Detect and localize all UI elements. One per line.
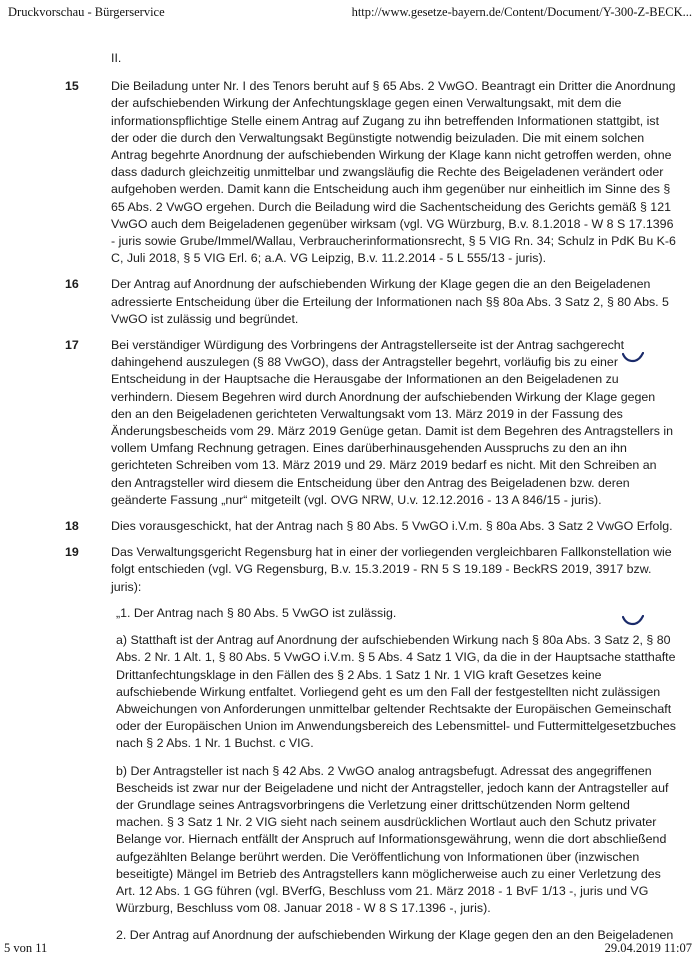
print-footer (0, 941, 700, 959)
checkmark-annotation-icon (622, 352, 644, 364)
paragraph-number: 15 (65, 79, 79, 94)
print-datetime: 29.04.2019 11:07 (604, 941, 692, 955)
paragraph-19 (65, 544, 678, 596)
quoted-decision-heading: „1. Der Antrag nach § 80 Abs. 5 VwGO ist zulässig. (116, 605, 397, 620)
print-title: Druckvorschau - Bürgerservice (8, 5, 165, 19)
paragraph-number: 16 (65, 277, 79, 292)
quoted-decision-b: b) Der Antragsteller ist nach § 42 Abs. 2 VwGO analog antragsbefugt. Adressat des angegriffenen Bescheids ist zwar nur der Beigeladene und nicht der Antragsteller, jedoch kann der Antragsteller auf der Grundlage seines Antragsvorbringens die Verletzung einer drittschützenden Norm geltend machen. § 3 Satz 1 Nr. 2 VIG sieht nach seinem ausdrücklichen Wortlaut auch den Schutz privater Belange vor. Hiernach entfällt der Anspruch auf Informationsgewährung, wenn die dort abschließend aufgezählten Belange berührt werden. Die Veröffentlichung von Informationen über (inzwischen beseitigte) Mängel im Betrieb des Antragstellers kann möglicherweise auch zu einer Verletzung des Art. 12 Abs. 1 GG führen (vgl. BVerfG, Beschluss vom 21. März 2018 - 1 BvF 1/13 -, juris und VG Würzburg, Beschluss vom 08. Januar 2018 - W 8 S 17.1396 -, juris). (116, 763, 669, 916)
paragraph-number: 18 (65, 519, 79, 534)
paragraph-text: Dies vorausgeschickt, hat der Antrag nach § 80 Abs. 5 VwGO i.V.m. § 80a Abs. 3 Satz 2 VwGO Erfolg. (111, 519, 673, 534)
quoted-decision-2: 2. Der Antrag auf Anordnung der aufschiebenden Wirkung der Klage gegen den an den Beigeladenen (116, 928, 674, 943)
paragraph-17 (65, 337, 678, 509)
paragraph-text: Das Verwaltungsgericht Regensburg hat in einer der vorliegenden vergleichbaren Fallkonstellation wie folgt entschieden (vgl. VG Regensburg, B.v. 15.3.2019 - RN 5 S 19.189 - BeckRS 2019, 3917 bzw. juris): (111, 545, 672, 594)
paragraph-number: 19 (65, 545, 79, 560)
print-url: http://www.gesetze-bayern.de/Content/Document/Y-300-Z-BECK... (351, 5, 692, 19)
paragraph-18 (65, 518, 678, 535)
paragraph-text: Die Beiladung unter Nr. I des Tenors beruht auf § 65 Abs. 2 VwGO. Beantragt ein Dritter die Anordnung der aufschiebenden Wirkung der Anfechtungsklage gegen einen Verwaltungsakt, mit dem die informationspflichtige Stelle einem Antrag auf Zugang zu ihn betreffenden Informationen stattgibt, ist der oder die durch den Verwaltungsakt Begünstigte notwendig beizuladen. Die mit einem solchen Antrag begehrte Anordnung der aufschiebenden Wirkung der Klage kann nicht getroffen werden, ohne dass dadurch gleichzeitig unmittelbar und zwangsläufig die Rechte des Beigeladenen verändert oder aufgehoben werden. Damit kann die Entscheidung auch ihm gegenüber nur einheitlich im Sinne des § 65 Abs. 2 VwGO ergehen. Durch die Beiladung wird die Sachentscheidung des Gerichts gemäß § 121 VwGO auch dem Beigeladenen gegenüber wirksam (vgl. VG Würzburg, B.v. 8.1.2018 - W 8 S 17.1396 - juris sowie Grube/Immel/Wallau, Verbraucherinformationsrecht, § 5 VIG Rn. 34; Schulz in PdK Bu K-6 C, Juli 2018, § 5 VIG Erl. 6; a.A. VG Leipzig, B.v. 11.2.2014 - 5 L 555/13 - juris). (111, 79, 676, 266)
paragraph-16 (65, 276, 678, 328)
checkmark-annotation-icon (622, 615, 644, 627)
paragraph-number: 17 (65, 338, 79, 353)
section-heading: II. (111, 51, 122, 65)
print-header (0, 5, 700, 23)
paragraph-15 (65, 78, 678, 267)
paragraph-text: Der Antrag auf Anordnung der aufschiebenden Wirkung der Klage gegen die an den Beigeladenen adressierte Entscheidung über die Erteilung der Informationen nach §§ 80a Abs. 3 Satz 2, § 80 Abs. 5 VwGO ist zulässig und begründet. (111, 277, 669, 326)
page-indicator: 5 von 11 (4, 941, 48, 955)
quoted-decision-a: a) Statthaft ist der Antrag auf Anordnung der aufschiebenden Wirkung nach § 80a Abs. 3 Satz 2, § 80 Abs. 2 Nr. 1 Alt. 1, § 80 Abs. 5 VwGO i.V.m. § 5 Abs. 4 Satz 1 VIG, da die in der Hauptsache statthafte Drittanfechtungsklage in den Fällen des § 2 Abs. 1 Satz 1 Nr. 1 VIG kraft Gesetzes keine aufschiebende Wirkung entfaltet. Vorliegend geht es um den Fall der festgestellten nicht zulässigen Abweichungen von Anforderungen unmittelbar geltender Rechtsakte der Europäischen Gemeinschaft oder der Europäischen Union im Anwendungsbereich des Lebensmittel- und Futtermittelgesetzbuches nach § 2 Abs. 1 Nr. 1 Buchst. c VIG. (116, 633, 676, 751)
document-body (0, 50, 700, 955)
paragraph-text: Bei verständiger Würdigung des Vorbringens der Antragstellerseite ist der Antrag sachgerecht dahingehend auszulegen (§ 88 VwGO), dass der Antragsteller begehrt, vorläufig bis zu einer Entscheidung in der Hauptsache die Herausgabe der Informationen an den Beigeladenen zu verhindern. Diesem Begehren wird durch Anordnung der aufschiebenden Wirkung der Klage gegen den an den Beigeladenen gerichteten Verwaltungsakt vom 13. März 2019 in der Fassung des Änderungsbescheids vom 29. März 2019 Genüge getan. Damit ist dem Begehren des Antragstellers in vollem Umfang Rechnung getragen. Eines darüberhinausgehenden Ausspruchs zu den an ihn gerichteten Schreiben vom 13. März 2019 und 29. März 2019 bedarf es nicht. Mit den Schreiben an den Antragsteller wird diesem die Entscheidung über den Antrag des Beigeladenen bzw. deren geänderte Fassung „nur“ mitgeteilt (vgl. OVG NRW, U.v. 12.12.2016 - 13 A 846/15 - juris). (111, 338, 674, 507)
